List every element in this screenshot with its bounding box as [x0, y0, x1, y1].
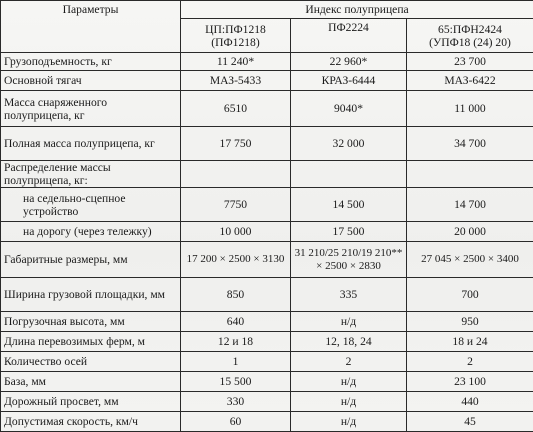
value-cell: 45 — [407, 412, 533, 432]
param-cell: Длина перевозимых ферм, м — [1, 332, 181, 352]
value-cell: н/д — [291, 392, 407, 412]
value-cell: 12, 18, 24 — [291, 332, 407, 352]
col-header-1: ЦП:ПФ1218 (ПФ1218) — [181, 19, 291, 53]
value-cell: н/д — [291, 312, 407, 332]
value-cell: 9040* — [291, 91, 407, 127]
value-cell: н/д — [291, 372, 407, 392]
value-cell: 330 — [181, 392, 291, 412]
table-row — [1, 127, 533, 161]
param-cell: База, мм — [1, 372, 181, 392]
param-cell: Ширина грузовой площадки, мм — [1, 278, 181, 312]
param-cell: Габаритные размеры, мм — [1, 242, 181, 278]
value-cell: 11 240* — [181, 53, 291, 71]
table-row — [1, 222, 533, 242]
value-cell: 440 — [407, 392, 533, 412]
value-cell: 15 500 — [181, 372, 291, 392]
col-header-2: ПФ2224 — [291, 19, 407, 53]
value-cell: 700 — [407, 278, 533, 312]
value-cell: 22 960* — [291, 53, 407, 71]
value-cell: 32 000 — [291, 127, 407, 161]
table-row — [1, 91, 533, 127]
value-cell: 7750 — [181, 188, 291, 222]
value-cell — [407, 161, 533, 188]
table-row — [1, 312, 533, 332]
table-row — [1, 242, 533, 278]
value-cell: 6510 — [181, 91, 291, 127]
param-cell: Грузоподъемность, кг — [1, 53, 181, 71]
col-header-3: 65:ПФН2424 (УПФ18 (24) 20) — [407, 19, 533, 53]
table-row — [1, 372, 533, 392]
value-cell: 34 700 — [407, 127, 533, 161]
table-row — [1, 412, 533, 432]
value-cell: 12 и 18 — [181, 332, 291, 352]
value-cell: 23 100 — [407, 372, 533, 392]
param-cell: Полная масса полуприцепа, кг — [1, 127, 181, 161]
index-header: Индекс полуприцепа — [181, 1, 533, 19]
params-header: Параметры — [1, 1, 181, 53]
param-cell: на седельно-сцепное устройство — [1, 188, 181, 222]
value-cell: КРАЗ-6444 — [291, 71, 407, 91]
table-row — [1, 161, 533, 188]
param-cell: Допустимая скорость, км/ч — [1, 412, 181, 432]
value-cell: МАЗ-5433 — [181, 71, 291, 91]
value-cell: 17 750 — [181, 127, 291, 161]
value-cell: 2 — [291, 352, 407, 372]
table-row — [1, 278, 533, 312]
param-cell: Основной тягач — [1, 71, 181, 91]
value-cell: 2 — [407, 352, 533, 372]
param-cell: Количество осей — [1, 352, 181, 372]
value-cell — [291, 161, 407, 188]
param-cell: Масса снаряженного полуприцепа, кг — [1, 91, 181, 127]
value-cell: н/д — [291, 412, 407, 432]
value-cell: 335 — [291, 278, 407, 312]
table-row — [1, 188, 533, 222]
table-row — [1, 53, 533, 71]
value-cell: 60 — [181, 412, 291, 432]
param-cell: на дорогу (через тележку) — [1, 222, 181, 242]
value-cell: 17 200 × 2500 × 3130 — [181, 242, 291, 278]
value-cell: 640 — [181, 312, 291, 332]
param-cell: Распределение массы полуприцепа, кг: — [1, 161, 181, 188]
value-cell: 1 — [181, 352, 291, 372]
value-cell — [181, 161, 291, 188]
value-cell: МАЗ-6422 — [407, 71, 533, 91]
table-row — [1, 392, 533, 412]
param-cell: Дорожный просвет, мм — [1, 392, 181, 412]
value-cell: 14 700 — [407, 188, 533, 222]
table-row — [1, 332, 533, 352]
value-cell: 14 500 — [291, 188, 407, 222]
value-cell: 31 210/25 210/19 210** × 2500 × 2830 — [291, 242, 407, 278]
value-cell: 17 500 — [291, 222, 407, 242]
header-row-1 — [1, 1, 533, 19]
table-row — [1, 71, 533, 91]
value-cell: 18 и 24 — [407, 332, 533, 352]
value-cell: 850 — [181, 278, 291, 312]
value-cell: 11 000 — [407, 91, 533, 127]
value-cell: 20 000 — [407, 222, 533, 242]
param-cell: Погрузочная высота, мм — [1, 312, 181, 332]
value-cell: 950 — [407, 312, 533, 332]
table-row — [1, 352, 533, 372]
value-cell: 10 000 — [181, 222, 291, 242]
value-cell: 27 045 × 2500 × 3400 — [407, 242, 533, 278]
value-cell: 23 700 — [407, 53, 533, 71]
